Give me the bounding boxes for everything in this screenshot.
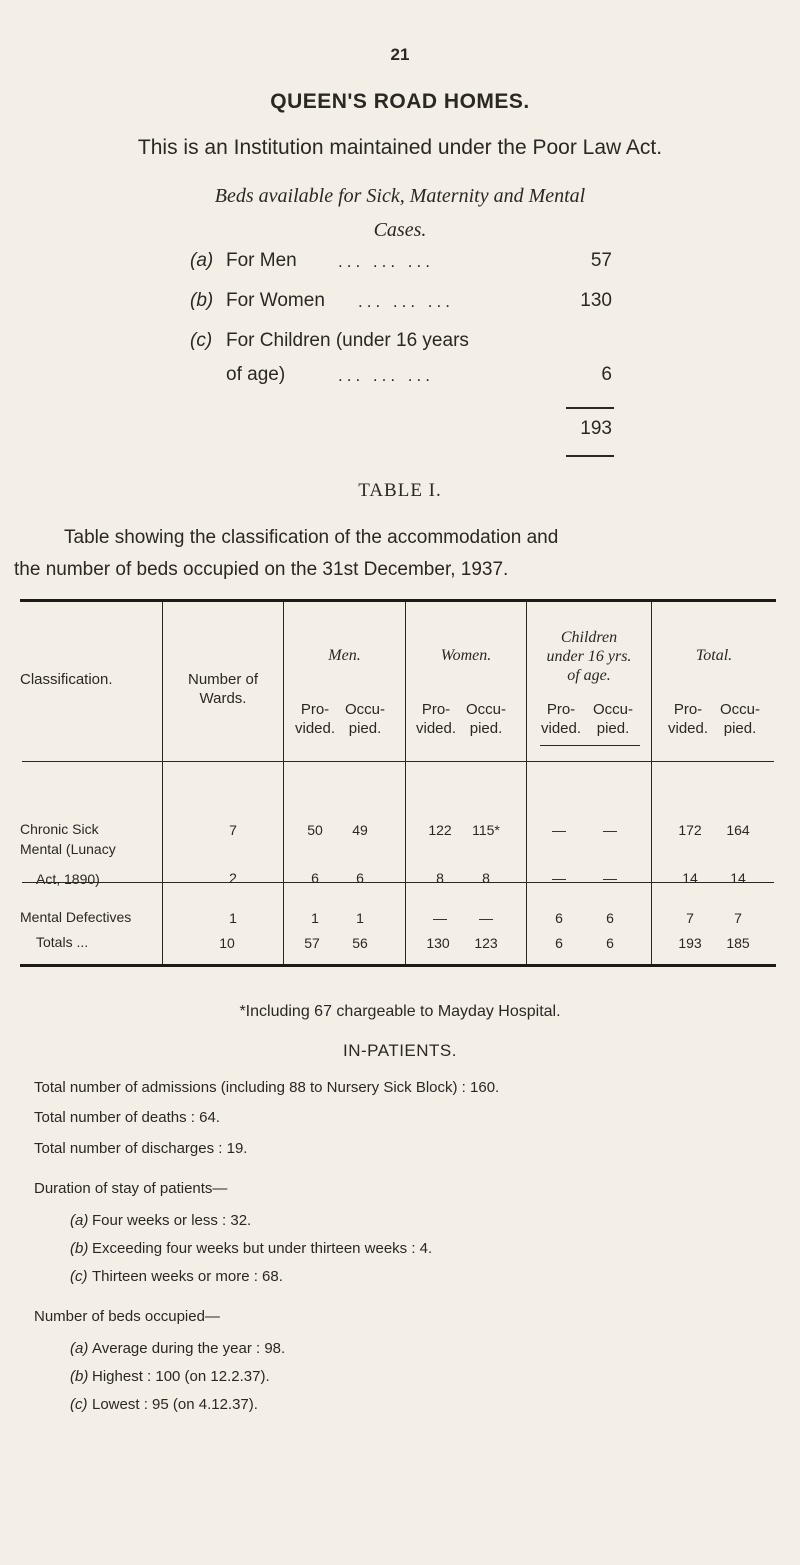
item-text: Exceeding four weeks but under thirteen weeks : 4.: [92, 1240, 433, 1257]
cell-children-occupied: —: [603, 822, 617, 838]
leader-dots: ... ... ...: [338, 252, 434, 271]
item-letter: (b): [70, 1240, 89, 1257]
cell-wards: 1: [229, 910, 237, 926]
cell-men-provided: 1: [311, 910, 319, 926]
item-letter: (a): [70, 1340, 89, 1357]
item-text: Four weeks or less : 32.: [92, 1212, 252, 1229]
totals-children-occupied: 6: [606, 935, 614, 951]
subheader-provided: [290, 700, 340, 738]
cell-women-occupied: 8: [482, 870, 490, 886]
row-label: Mental Defectives: [20, 909, 132, 925]
item-text: Lowest : 95 (on 4.12.37).: [92, 1396, 258, 1413]
row-label-cont: Act, 1890): [36, 871, 100, 887]
subheader-text: Pro-: [421, 701, 451, 718]
duration-item: [70, 1268, 283, 1285]
beds-heading-line2: Cases.: [373, 219, 427, 241]
header-subrule: [540, 745, 640, 746]
sum-rule-bottom: [566, 455, 614, 457]
item-letter: (b): [70, 1368, 89, 1385]
sum-rule: [566, 407, 614, 409]
beds-item-women: [190, 290, 325, 312]
cell-men-provided: 50: [307, 822, 323, 838]
duration-item: [70, 1240, 432, 1257]
cell-total-occupied: 7: [734, 910, 742, 926]
subheader-occupied: [340, 700, 390, 738]
beds-item-letter: (c): [190, 330, 213, 351]
subheader-occupied: [714, 700, 766, 738]
beds-item-label: For Women: [226, 290, 325, 311]
beds-occupied-item: [70, 1368, 270, 1385]
duration-item: [70, 1212, 251, 1229]
item-text: Thirteen weeks or more : 68.: [92, 1268, 283, 1285]
table-bottom-rule: [20, 964, 776, 967]
header-children-line2: under 16 yrs.: [546, 648, 632, 665]
header-wards-line1: Number of: [187, 671, 259, 688]
beds-item-value: 6: [601, 364, 612, 385]
subheader-text: Pro-: [546, 701, 576, 718]
cell-men-provided: 6: [311, 870, 319, 886]
subheader-text: Pro-: [673, 701, 703, 718]
beds-item-label: For Men: [226, 250, 297, 271]
footnote: *Including 67 chargeable to Mayday Hospital.: [239, 1003, 561, 1020]
row-label: Chronic Sick: [20, 821, 99, 837]
item-text: Highest : 100 (on 12.2.37).: [92, 1368, 270, 1385]
cell-men-occupied: 49: [352, 822, 368, 838]
table-title: TABLE I.: [358, 480, 442, 501]
beds-item-children-cont: of age): [226, 364, 286, 385]
item-letter: (c): [70, 1268, 88, 1285]
header-children: [527, 628, 651, 685]
page-title: QUEEN'S ROAD HOMES.: [270, 90, 530, 113]
beds-item-letter: (b): [190, 290, 214, 311]
cell-total-occupied: 14: [730, 870, 746, 886]
totals-women-provided: 130: [426, 935, 450, 951]
subheader-text: vided.: [294, 720, 336, 737]
beds-occupied-item: [70, 1396, 258, 1413]
header-rule: [22, 761, 774, 762]
cell-wards: 2: [229, 870, 237, 886]
table-description-line2: the number of beds occupied on the 31st December, 1937.: [14, 559, 509, 580]
cell-total-provided: 7: [686, 910, 694, 926]
header-total: Total.: [695, 647, 733, 664]
beds-item-value: 57: [590, 250, 612, 271]
subheader-provided: [662, 700, 714, 738]
beds-item-letter: (a): [190, 250, 214, 271]
header-classification: Classification.: [20, 671, 113, 688]
beds-item-label: For Children (under 16 years: [226, 330, 469, 351]
subheader-provided: [535, 700, 587, 738]
cell-men-occupied: 6: [356, 870, 364, 886]
subheader-text: vided.: [540, 720, 582, 737]
beds-heading: [0, 179, 800, 247]
cell-children-provided: —: [552, 870, 566, 886]
cell-children-provided: —: [552, 822, 566, 838]
subheader-text: Occu-: [465, 701, 506, 718]
subheader-text: pied.: [348, 720, 382, 737]
subheader-occupied: [587, 700, 639, 738]
beds-item-men: [190, 250, 297, 272]
subheader-text: Pro-: [300, 701, 330, 718]
item-text: Average during the year : 98.: [92, 1340, 286, 1357]
table-top-rule: [20, 599, 776, 602]
leader-dots: ... ... ...: [338, 366, 434, 385]
totals-rule: [22, 882, 774, 883]
totals-label: Totals ...: [36, 934, 89, 950]
beds-occupied-heading: Number of beds occupied—: [34, 1308, 220, 1325]
beds-total: 193: [580, 418, 612, 439]
totals-men-provided: 57: [304, 935, 320, 951]
header-wards-line2: Wards.: [199, 690, 247, 707]
item-letter: (a): [70, 1212, 89, 1229]
table-description: [14, 522, 774, 586]
header-children-line3: of age.: [567, 667, 611, 684]
cell-men-occupied: 1: [356, 910, 364, 926]
cell-women-provided: —: [433, 910, 447, 926]
subheader-text: vided.: [415, 720, 457, 737]
cell-total-provided: 14: [682, 870, 698, 886]
subheader-text: pied.: [469, 720, 503, 737]
cell-women-provided: 122: [428, 822, 452, 838]
header-wards: [163, 670, 283, 708]
subheader-text: Occu-: [719, 701, 760, 718]
beds-item-children: [190, 330, 469, 352]
totals-total-occupied: 185: [726, 935, 750, 951]
cell-children-provided: 6: [555, 910, 563, 926]
cell-children-occupied: —: [603, 870, 617, 886]
subheader-text: Occu-: [344, 701, 385, 718]
cell-women-occupied: 115*: [472, 822, 500, 838]
cell-total-occupied: 164: [726, 822, 750, 838]
cell-children-occupied: 6: [606, 910, 614, 926]
beds-item-value: 130: [580, 290, 612, 311]
totals-women-occupied: 123: [474, 935, 498, 951]
totals-total-provided: 193: [678, 935, 702, 951]
subheader-provided: [411, 700, 461, 738]
cell-wards: 7: [229, 822, 237, 838]
inpatients-heading: IN-PATIENTS.: [343, 1041, 457, 1060]
admissions-text: Total number of admissions (including 88 to Nursery Sick Block) : 160.: [34, 1079, 500, 1096]
subheader-text: Occu-: [592, 701, 633, 718]
cell-women-provided: 8: [436, 870, 444, 886]
totals-wards: 10: [219, 935, 235, 951]
intro-text: This is an Institution maintained under the Poor Law Act.: [137, 136, 663, 159]
header-men: Men.: [328, 647, 361, 664]
subheader-occupied: [461, 700, 511, 738]
totals-children-provided: 6: [555, 935, 563, 951]
header-children-line1: Children: [560, 629, 618, 646]
item-letter: (c): [70, 1396, 88, 1413]
leader-dots: ... ... ...: [358, 292, 454, 311]
table-description-line1: Table showing the classification of the accommodation and: [64, 527, 559, 548]
deaths-text: Total number of deaths : 64.: [34, 1109, 220, 1126]
header-women: Women.: [440, 647, 492, 664]
col-divider: [162, 602, 163, 964]
totals-men-occupied: 56: [352, 935, 368, 951]
discharges-text: Total number of discharges : 19.: [34, 1140, 248, 1157]
beds-occupied-item: [70, 1340, 285, 1357]
cell-women-occupied: —: [479, 910, 493, 926]
beds-heading-line1: Beds available for Sick, Maternity and Mental: [214, 185, 586, 207]
cell-total-provided: 172: [678, 822, 702, 838]
subheader-text: pied.: [596, 720, 630, 737]
duration-heading: Duration of stay of patients—: [34, 1180, 228, 1197]
subheader-text: vided.: [667, 720, 709, 737]
row-label: Mental (Lunacy: [20, 841, 116, 857]
subheader-text: pied.: [723, 720, 757, 737]
page-number: 21: [390, 45, 410, 64]
